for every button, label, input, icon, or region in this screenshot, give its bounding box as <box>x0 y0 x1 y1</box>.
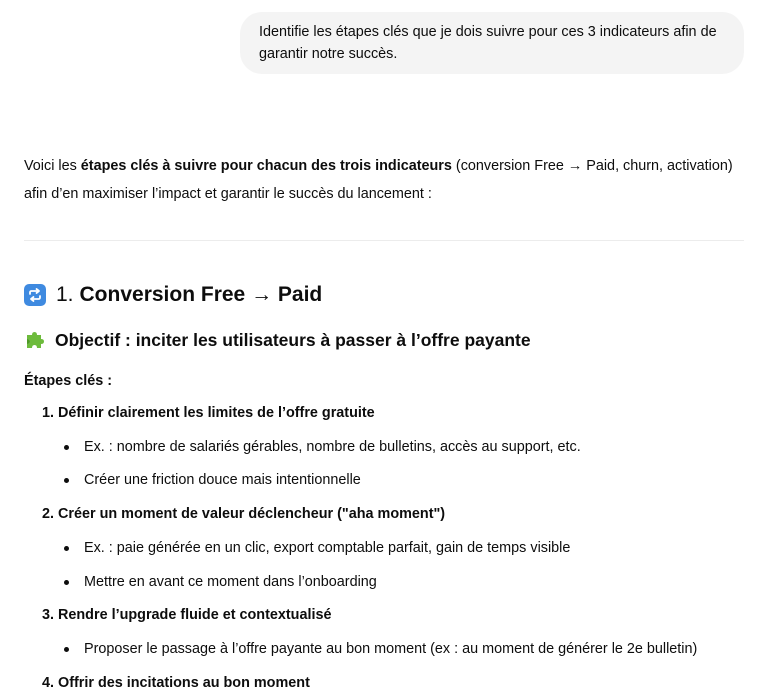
intro-part1: Voici les <box>24 158 81 174</box>
step-title: Créer un moment de valeur déclencheur ("aha moment") <box>58 506 446 522</box>
step-number: 1. <box>41 405 54 421</box>
list-item: Ex. : nombre de salariés gérables, nombre de bulletins, accès au support, etc. <box>84 436 581 458</box>
step-number: 3. <box>41 607 54 623</box>
list-item: Proposer le passage à l’offre payante au bon moment (ex : au moment de générer le 2e bulletin) <box>84 638 697 660</box>
response-intro <box>24 152 744 208</box>
step-1 <box>24 402 375 424</box>
section-number: 1. <box>56 283 74 306</box>
step-3 <box>24 604 331 626</box>
step-title: Offrir des incitations au bon moment <box>58 675 310 691</box>
section-divider <box>24 240 744 241</box>
user-message-bubble <box>240 12 744 74</box>
repeat-emoji-icon <box>24 284 46 306</box>
steps-label: Étapes clés : <box>24 373 112 389</box>
step-title: Rendre l’upgrade fluide et contextualisé <box>58 607 332 623</box>
list-item: Ex. : paie générée en un clic, export comptable parfait, gain de temps visible <box>84 537 570 559</box>
step-number: 2. <box>41 506 54 522</box>
objective-heading <box>24 326 531 354</box>
step-number: 4. <box>41 675 54 691</box>
list-item: Créer une friction douce mais intentionnelle <box>84 469 361 491</box>
intro-part2: (conversion Free → Paid, churn, activation) <box>451 158 733 174</box>
step-title: Définir clairement les limites de l’offre gratuite <box>58 405 375 421</box>
step-4 <box>24 672 310 694</box>
section-heading <box>24 280 322 310</box>
user-message-text: Identifie les étapes clés que je dois suivre pour ces 3 indicateurs afin de garantir notre succès. <box>259 24 717 62</box>
list-item: Mettre en avant ce moment dans l’onboarding <box>84 571 377 593</box>
section-title: Conversion Free → Paid <box>79 283 323 306</box>
intro-line2: afin d’en maximiser l’impact et garantir le succès du lancement : <box>24 186 432 202</box>
objective-text: Objectif : inciter les utilisateurs à passer à l’offre payante <box>55 329 531 350</box>
step-2 <box>24 503 445 525</box>
intro-bold: étapes clés à suivre pour chacun des trois indicateurs <box>80 158 452 174</box>
puzzle-emoji-icon <box>24 329 46 351</box>
